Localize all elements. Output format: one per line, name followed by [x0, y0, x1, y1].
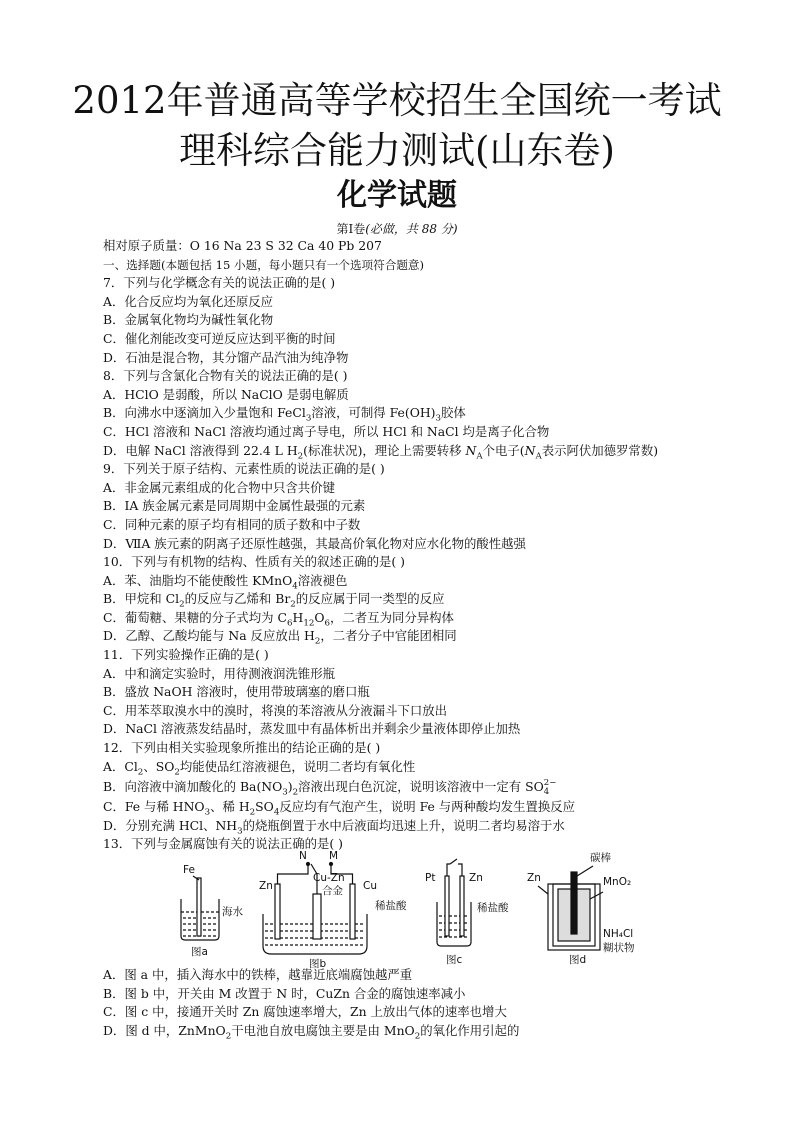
text: A．苯、油脂均不能使酸性 KMnO [103, 572, 293, 588]
section-head: 第Ⅰ卷 [336, 222, 366, 236]
fig-caption-a: 图a [191, 946, 208, 958]
text: 均能使品红溶液褪色，说明二者均有氧化性 [179, 758, 416, 774]
q9-option-b: B．ⅠA 族金属元素是同周期中金属性最强的元素 [103, 498, 366, 514]
subscript: 12 [303, 618, 315, 629]
text: ，二者分子中官能团相同 [320, 628, 457, 644]
q10-stem: 10．下列与有机物的结构、性质有关的叙述正确的是( ) [103, 554, 405, 570]
text: 溶液褪色 [297, 572, 348, 588]
subscript: 2 [174, 767, 180, 778]
fig-caption-b: 图b [309, 958, 327, 970]
subscript: 4 [543, 786, 550, 797]
text: 、稀 H [210, 799, 250, 815]
text: C．Fe 与稀 HNO [103, 799, 205, 815]
text: D．分别充满 HCl、NH [103, 817, 238, 833]
exam-subtitle: 理科综合能力测试(山东卷) [179, 129, 615, 172]
q11-option-a: A．中和滴定实验时，用待测液润洗锥形瓶 [103, 665, 335, 681]
subscript: 3 [435, 413, 442, 424]
text: B．甲烷和 Cl [103, 591, 180, 607]
subscript: 6 [324, 618, 331, 629]
subscript: 2 [290, 599, 296, 610]
q12-option-c [103, 798, 743, 817]
q12-option-b [103, 776, 743, 798]
corrosion-figures [103, 850, 743, 970]
fig-label-cuzn: Cu-Zn [313, 872, 345, 884]
q9-stem: 9．下列关于原子结构、元素性质的说法正确的是( ) [103, 461, 385, 477]
text: 干电池自放电腐蚀主要是由 MnO [231, 1022, 415, 1038]
q7-option-a: A．化合反应均为氧化还原反应 [103, 293, 274, 309]
text: B．向沸水中逐滴加入少量饱和 FeCl [103, 405, 306, 421]
text: 反应均有气泡产生，说明 Fe 与两种酸均发生置换反应 [279, 799, 576, 815]
figure-a-beaker [181, 876, 219, 940]
q7-option-b: B．金属氧化物均为碱性氧化物 [103, 312, 274, 328]
text: A．Cl [103, 758, 138, 774]
text: D．电解 NaCl 溶液得到 22.4 L H [103, 442, 298, 458]
q13-option-b: B．图 b 中，开关由 M 改置于 N 时，CuZn 合金的腐蚀速率减小 [103, 985, 466, 1001]
text: ) [287, 779, 293, 795]
sulfate-charge [544, 779, 557, 797]
text: B．向溶液中滴加酸化的 Ba(NO [103, 779, 283, 795]
fig-label-fe: Fe [183, 864, 195, 876]
text: (标准状况)，理论上需要转移 [303, 442, 466, 458]
text: 、SO [143, 758, 175, 774]
q13-option-d [103, 1022, 743, 1041]
q9-option-c: C．同种元素的原子均有相同的质子数和中子数 [103, 516, 361, 532]
text: C．葡萄糖、果糖的分子式均为 C [103, 609, 287, 625]
subscript: 3 [282, 787, 288, 798]
fig-label-seawater: 海水 [222, 906, 243, 918]
part-label: 一、选择题 [103, 257, 161, 272]
subject-title: 化学试题 [337, 178, 457, 213]
fig-label-n: N [299, 850, 307, 862]
text: 个电子( [482, 442, 525, 458]
text: 溶液出现白色沉淀，说明该溶液中一定有 SO [298, 779, 544, 795]
q12-option-a [103, 758, 743, 777]
text: 表示阿伏加德罗常数) [541, 442, 659, 458]
subscript: A [476, 451, 483, 461]
figure-c-beaker [437, 859, 471, 946]
q9-option-d: D．ⅦA 族元素的阴离子还原性越强，其最高价氧化物对应水化物的酸性越强 [103, 535, 526, 551]
q8-option-d [103, 442, 743, 461]
q11-option-d: D．NaCl 溶液蒸发结晶时，蒸发皿中有晶体析出并剩余少量液体即停止加热 [103, 721, 521, 737]
fig-label-zn-c: Zn [469, 872, 483, 884]
subscript: A [535, 451, 542, 461]
q10-option-c [103, 609, 743, 628]
subscript: 3 [305, 413, 312, 424]
text: 的烧瓶倒置于水中后液面均迅速上升，说明二者均易溶于水 [242, 817, 565, 833]
question-body [103, 237, 743, 1040]
fig-label-zn-d: Zn [527, 872, 541, 884]
q7-stem: 7．下列与化学概念有关的说法正确的是( ) [103, 275, 336, 291]
q13-option-c: C．图 c 中，接通开关时 Zn 腐蚀速率增大，Zn 上放出气体的速率也增大 [103, 1004, 507, 1020]
q12-option-d [103, 817, 743, 836]
fig-label-m: M [329, 850, 339, 862]
q13-option-a: A．图 a 中，插入海水中的铁棒，越靠近底端腐蚀越严重 [103, 967, 413, 982]
subscript: 3 [237, 826, 243, 837]
avogadro-symbol: N [465, 442, 477, 458]
q9-option-a: A．非金属元素组成的化合物中只含共价键 [103, 479, 335, 495]
text: 的反应与乙烯和 Br [184, 591, 291, 607]
fig-label-nh4cl: NH₄Cl [603, 928, 634, 940]
section-heading [0, 221, 794, 237]
text: D．乙醇、乙酸均能与 Na 反应放出 H [103, 628, 315, 644]
text: D．图 d 中，ZnMnO [103, 1022, 226, 1038]
fig-label-hcl-c: 稀盐酸 [477, 902, 509, 914]
text: O [314, 609, 325, 625]
text: H [292, 609, 304, 625]
text: 胶体 [441, 405, 466, 421]
fig-label-pt: Pt [425, 872, 436, 884]
subscript: 2 [225, 1031, 232, 1042]
subscript: 2 [249, 807, 256, 818]
q11-stem: 11．下列实验操作正确的是( ) [103, 647, 269, 663]
section-note: (必做，共 88 分) [365, 222, 458, 236]
subscript: 4 [273, 807, 280, 818]
q12-stem: 12．下列由相关实验现象所推出的结论正确的是( ) [103, 740, 381, 756]
q11-option-b: B．盛放 NaOH 溶液时，使用带玻璃塞的磨口瓶 [103, 684, 370, 700]
fig-caption-c: 图c [446, 954, 463, 966]
text: ，二者互为同分异构体 [330, 609, 454, 625]
subscript: 2 [297, 451, 304, 461]
subscript: 4 [292, 581, 298, 592]
q8-option-a: A．HClO 是弱酸，所以 NaClO 是弱电解质 [103, 386, 349, 402]
fig-label-paste: 糊状物 [603, 942, 635, 954]
subscript: 2 [414, 1031, 421, 1042]
subscript: 2 [292, 787, 299, 798]
subscript: 6 [286, 618, 293, 629]
fig-label-hcl-b: 稀盐酸 [375, 900, 407, 912]
subscript: 2 [179, 599, 185, 610]
text: SO [255, 799, 274, 815]
q10-option-d [103, 627, 743, 646]
figure-d-dry-cell [538, 866, 603, 950]
superscript: 2− [543, 777, 557, 788]
atomic-masses: 相对原子质量：O 16 Na 23 S 32 Ca 40 Pb 207 [103, 238, 382, 253]
subscript: 2 [137, 767, 144, 778]
fig-label-zn-b: Zn [259, 880, 273, 892]
fig-label-alloy: 合金 [322, 885, 343, 897]
q11-option-c: C．用苯萃取溴水中的溴时，将溴的苯溶液从分液漏斗下口放出 [103, 702, 448, 718]
exam-title: 2012年普通高等学校招生全国统一考试 [72, 79, 722, 122]
q7-option-d: D．石油是混合物，其分馏产品汽油为纯净物 [103, 349, 349, 365]
part-heading [103, 256, 743, 275]
fig-label-cu: Cu [363, 880, 377, 892]
q10-option-b [103, 590, 743, 609]
q8-option-c: C．HCl 溶液和 NaCl 溶液均通过离子导电，所以 HCl 和 NaCl 均是离子化合物 [103, 423, 550, 439]
q8-option-b [103, 404, 743, 423]
text: 的反应属于同一类型的反应 [295, 591, 445, 607]
q8-stem: 8．下列与含氯化合物有关的说法正确的是( ) [103, 368, 348, 384]
q7-option-c: C．催化剂能改变可逆反应达到平衡的时间 [103, 330, 336, 346]
text: 溶液，可制得 Fe(OH) [311, 405, 436, 421]
q13-stem: 13．下列与金属腐蚀有关的说法正确的是( ) [103, 836, 344, 852]
avogadro-symbol: N [524, 442, 536, 458]
subscript: 3 [204, 807, 211, 818]
q10-option-a [103, 572, 743, 591]
fig-caption-d: 图d [569, 954, 587, 966]
part-note: (本题包括 15 小题，每小题只有一个选项符合题意) [160, 257, 425, 272]
fig-label-carbon: 碳棒 [590, 852, 611, 864]
subscript: 2 [314, 636, 321, 647]
fig-label-mno2: MnO₂ [603, 876, 632, 888]
text: 的氧化作用引起的 [420, 1022, 520, 1038]
